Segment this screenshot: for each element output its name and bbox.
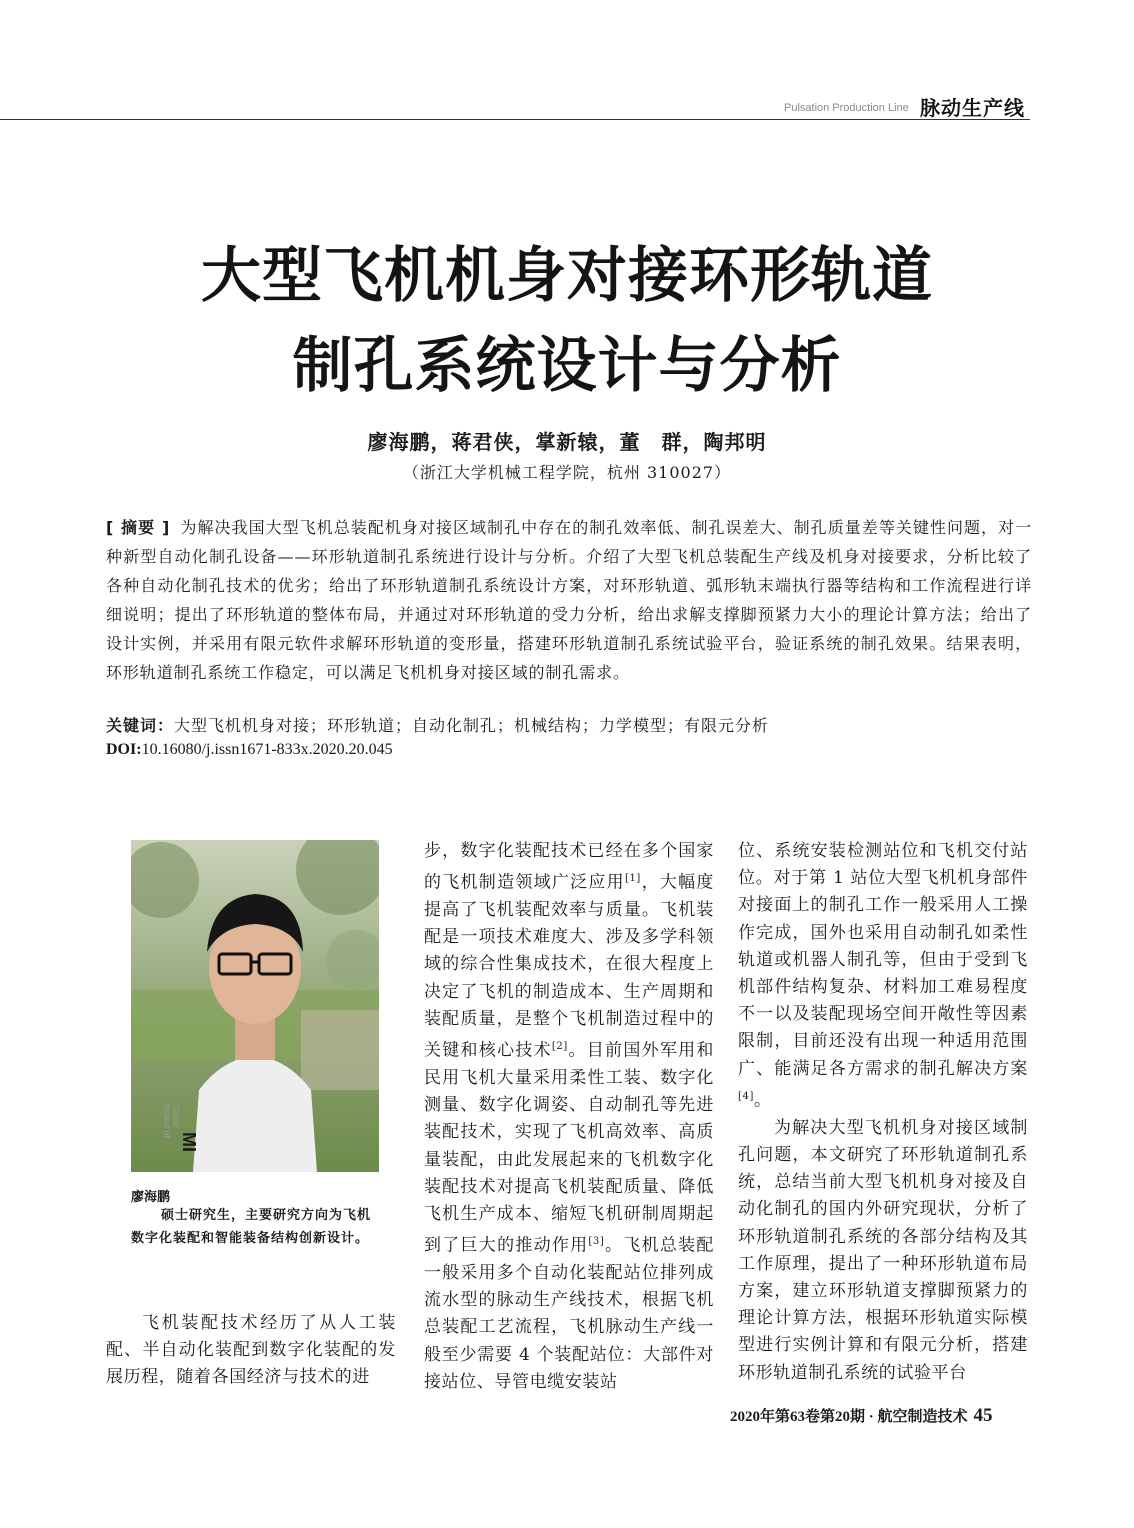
citation: [4] xyxy=(738,1090,754,1102)
page-footer xyxy=(730,1405,993,1427)
photo-caption-desc: 硕士研究生，主要研究方向为飞机数字化装配和智能装备结构创新设计。 xyxy=(131,1208,372,1246)
keywords xyxy=(106,713,1032,736)
citation: [1] xyxy=(624,873,641,885)
abstract xyxy=(106,513,1032,687)
body-text: 。目前国外军用和民用飞机大量采用柔性工装、数字化测量、数字化调姿、自动制孔等先进装配技术，实现了飞机高效率、高质量装配，由此发展起来的飞机数字化装配技术对提高飞机装配质量、降低飞机生产成本、缩短飞机研制周期起到了巨大的推动作用 xyxy=(424,1040,714,1256)
doi xyxy=(106,741,393,759)
journal-info: 2020年第63卷第20期 · 航空制造技术 xyxy=(730,1409,968,1425)
author-list: 廖海鹏，蒋君侠，掌新辕，董 群，陶邦明 xyxy=(367,430,767,454)
keywords-text: 大型飞机机身对接；环形轨道；自动化制孔；机械结构；力学模型；有限元分析 xyxy=(174,716,770,735)
paper-title-line1: 大型飞机机身对接环形轨道 xyxy=(201,241,933,311)
header-rule xyxy=(0,119,1030,120)
svg-text:brand of: brand of xyxy=(162,1105,172,1139)
body-text: 步，数字化装配技术已经在多个国家的飞机制造领域广泛应用 xyxy=(424,841,714,893)
body-text: 。 xyxy=(753,1090,772,1111)
keywords-label: 关键词： xyxy=(106,716,175,735)
photo-caption-name: 廖海鹏 xyxy=(131,1190,171,1205)
body-text: ，大幅度提高了飞机装配效率与质量。飞机装配是一项技术难度大、涉及多学科领域的综合性集成技术，在很大程度上决定了飞机的制造成本、生产周期和装配质量，是整个飞机制造过程中的关键和核心技术 xyxy=(424,872,714,1061)
abstract-label: [ 摘要 ] xyxy=(106,518,171,537)
affiliation: （浙江大学机械工程学院，杭州 310027） xyxy=(402,463,732,482)
author-photo xyxy=(131,840,379,1172)
running-header-en: Pulsation Production Line xyxy=(784,102,909,114)
page-number: 45 xyxy=(973,1405,993,1426)
svg-text:Good: Good xyxy=(171,1105,181,1128)
abstract-text: 为解决我国大型飞机总装配机身对接区域制孔中存在的制孔效率低、制孔误差大、制孔质量差等关键性问题，对一种新型自动化制孔设备——环形轨道制孔系统进行设计与分析。介绍了大型飞机总装配生产线及机身对接要求，分析比较了各种自动化制孔技术的优劣；给出了环形轨道制孔系统设计方案，对环形轨道、弧形轨末端执行器等结构和工作流程进行详细说明；提出了环形轨道的整体布局，并通过对环形轨道的受力分析，给出求解支撑脚预紧力大小的理论计算方法；给出了设计实例，并采用有限元软件求解环形轨道的变形量，搭建环形轨道制孔系统试验平台，验证系统的制孔效果。结果表明，环形轨道制孔系统工作稳定，可以满足飞机机身对接区域的制孔需求。 xyxy=(106,518,1032,682)
citation: [3] xyxy=(588,1236,605,1248)
doi-value: 10.16080/j.issn1671-833x.2020.20.045 xyxy=(141,741,393,758)
running-header-cn: 脉动生产线 xyxy=(920,96,1025,120)
body-paragraph: 为解决大型飞机机身对接区域制孔问题，本文研究了环形轨道制孔系统，总结当前大型飞机机身对接及自动化制孔的国内外研究现状，分析了环形轨道制孔系统的各部分结构及其工作原理，提出了一种环形轨道布局方案，建立环形轨道支撑脚预紧力的理论计算方法，根据环形轨道实际模型进行实例计算和有限元分析，搭建环形轨道制孔系统的试验平台 xyxy=(738,1117,1028,1383)
citation: [2] xyxy=(551,1041,568,1053)
body-column-2 xyxy=(424,838,714,1396)
paper-title-line2: 制孔系统设计与分析 xyxy=(292,331,842,401)
doi-label: DOI: xyxy=(106,741,142,758)
body-text: 位、系统安装检测站位和飞机交付站位。对于第 1 站位大型飞机机身部件对接面上的制孔工作一般采用人工操作完成，国外也采用自动制孔如柔性轨道或机器人制孔等，但由于受到飞机部件结构复杂、材料加工难易程度不一以及装配现场空间开敞性等因素限制，目前还没有出现一种适用范围广、能满足各方需求的制孔解决方案 xyxy=(738,841,1028,1079)
body-column-3 xyxy=(738,838,1028,1387)
body-column-1: 飞机装配技术经历了从人工装配、半自动化装配到数字化装配的发展历程，随着各国经济与技术的进 xyxy=(106,1313,396,1388)
body-text: 。飞机总装配一般采用多个自动化装配站位排列成流水型的脉动生产线技术，根据飞机总装配工艺流程，飞机脉动生产线一般至少需要 4 个装配站位：大部件对接站位、导管电缆安装站 xyxy=(424,1235,714,1392)
svg-text:MI: MI xyxy=(179,1132,199,1152)
